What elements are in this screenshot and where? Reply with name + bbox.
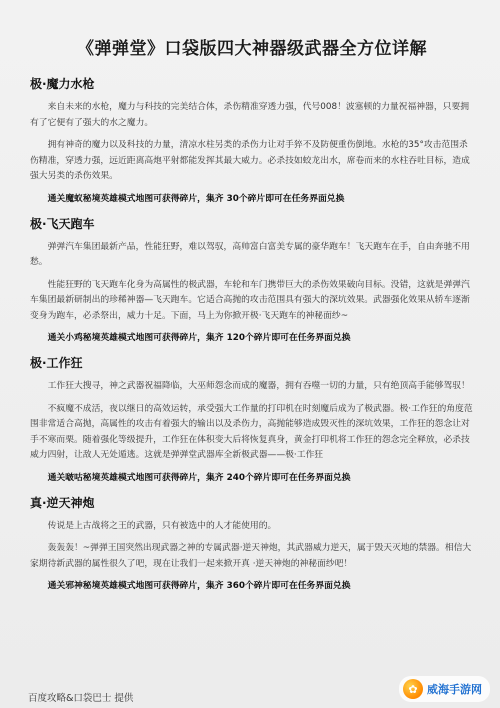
section-heading: 极·魔力水枪 xyxy=(30,77,95,91)
page-title: 《弹弹堂》口袋版四大神器级武器全方位详解 xyxy=(77,39,427,59)
site-watermark[interactable] xyxy=(399,676,490,702)
section-heading: 极·飞天跑车 xyxy=(30,216,95,231)
flower-logo-icon: ✿ xyxy=(403,679,423,699)
section-flying-car xyxy=(30,215,474,347)
unlock-note: 通关啵咕秘境英雄模式地图可获得碎片，集齐 240个碎片即可在任务界面兑换 xyxy=(47,472,351,483)
section-paragraph: 工作狂大搜寻，神之武器祝福降临，大巫师怨念而成的魔器，拥有吞噬一切的力量，只有绝顶高手能够驾驭！ xyxy=(47,381,470,391)
section-divine-cannon xyxy=(30,494,474,595)
section-water-gun xyxy=(30,75,474,207)
section-paragraph: 轰轰轰！~弹弹王国突然出现武器之神的专属武器·逆天神炮，其武器威力逆天，属于毁天灭地的禁器。相信大家期待新武器的属性很久了吧，现在让我们一起来掀开真 ·逆天神炮的神秘面纱吧！ xyxy=(30,543,472,569)
source-credit: 百度攻略&口袋巴士 提供 xyxy=(28,693,134,704)
section-paragraph: 拥有神奇的魔力以及科技的力量，清凉水柱另类的杀伤力让对手猝不及防便重伤倒地。水枪的35°攻击范围杀伤精准，穿透力强，远近距离高炮平射都能发挥其最大威力。必杀技如蛟龙出水，席卷而来的水柱吞吐目标，造成强大另类的杀伤效果。 xyxy=(30,140,470,181)
section-paragraph: 不疯魔不成活，夜以继日的高效运转，承受强大工作量的打印机在时刻魔后成为了极武器。极·工作狂的角度范围非常适合高抛，高属性的攻击有着强大的输出以及杀伤力，高抛能够造成毁灭性的深坑效果，工作狂的怨念让对手不寒而栗。随着强化等级提升，工作狂在体积变大后将恢复真身，黄金打印机将工作狂的怨念完全释放，必杀技威力四射，让敌人无处遁逃。这就是弹弹堂武器库全新极武器——极·工作狂 xyxy=(30,403,473,460)
unlock-note: 通关邪神秘境英雄模式地图可获得碎片，集齐 360个碎片即可在任务界面兑换 xyxy=(47,581,351,591)
unlock-note: 通关小鸡秘境英雄模式地图可获得碎片，集齐 120个碎片即可在任务界面兑换 xyxy=(47,333,351,343)
section-paragraph: 弹弹汽车集团最新产品，性能狂野，难以驾驭，高帅富白富美专属的豪华跑车！飞天跑车在手，自由奔驰不用愁。 xyxy=(30,241,470,267)
section-heading: 真·逆天神炮 xyxy=(30,495,95,510)
unlock-note: 通关魔蚁秘境英雄模式地图可获得碎片，集齐 30个碎片即可在任务界面兑换 xyxy=(47,193,345,204)
section-paragraph: 来自未来的水枪，魔力与科技的完美结合体，杀伤精准穿透力强，代号008！波塞顿的力量祝福神器，只要拥有了它便有了强大的水之魔力。 xyxy=(30,102,470,128)
watermark-text: 威海手游网 xyxy=(427,684,482,696)
section-heading: 极·工作狂 xyxy=(30,356,83,370)
section-paragraph: 传说是上古战将之王的武器，只有被选中的人才能使用的。 xyxy=(47,520,277,531)
section-workaholic xyxy=(30,354,474,486)
section-paragraph: 性能狂野的飞天跑车化身为高属性的极武器，车轮和车门携带巨大的杀伤效果破向目标。没错，这就是弹弹汽车集团最新研制出的珍稀神器—飞天跑车。它适合高抛的攻击范围具有强大的深坑效果。武器强化效果从轿车逐渐变身为跑车，必杀祭出，威力十足。下面，马上为你掀开极·飞天跑车的神秘面纱~ xyxy=(30,279,470,321)
